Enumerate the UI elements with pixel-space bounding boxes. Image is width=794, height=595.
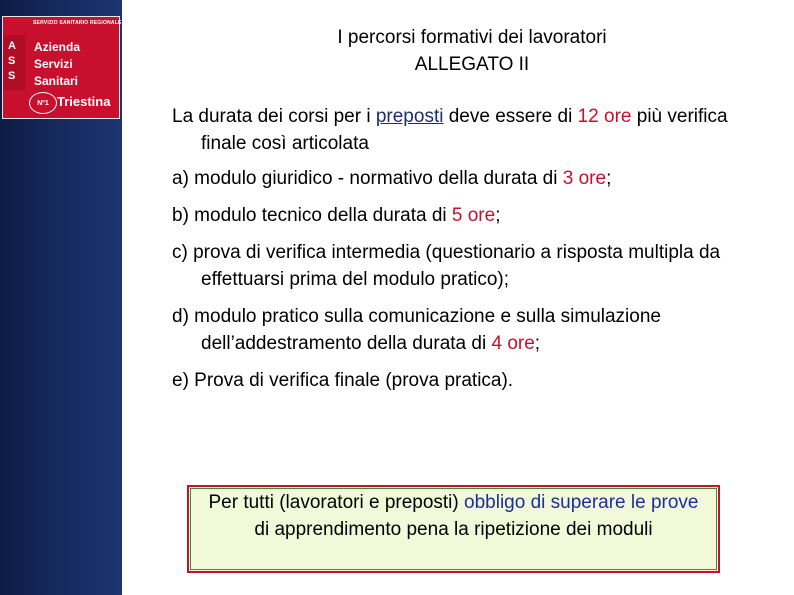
- list-item-d: [172, 303, 742, 357]
- organization-logo: [2, 16, 120, 119]
- item-b-end: ;: [495, 205, 501, 226]
- slide-title: I percorsi formativi dei lavoratori: [337, 27, 607, 48]
- intro-hours: 12 ore: [577, 106, 632, 127]
- intro-text-2: deve essere di: [443, 106, 578, 127]
- item-b-hours: 5 ore: [451, 205, 496, 226]
- intro-text-3: più verifica finale così articolata: [201, 106, 728, 154]
- slide-body: [172, 103, 742, 404]
- logo-city-name: Triestina: [57, 94, 111, 109]
- logo-letters: [8, 39, 16, 84]
- item-d-end: ;: [534, 333, 541, 354]
- slide-subtitle: ALLEGATO II: [414, 54, 530, 75]
- preposti-link[interactable]: preposti: [375, 106, 444, 127]
- list-item-a: [172, 165, 742, 192]
- logo-word-sanitari: Sanitari: [34, 74, 79, 88]
- item-a-hours: 3 ore: [562, 168, 607, 189]
- item-d-text: d) modulo pratico sulla comunicazione e sulla simulazione dell’addestramento della durata di: [172, 306, 661, 354]
- item-b-text: b) modulo tecnico della durata di: [172, 205, 452, 226]
- logo-word-azienda: Azienda: [34, 40, 81, 54]
- note-text-2: di apprendimento pena la ripetizione dei moduli: [254, 519, 653, 540]
- list-item-b: [172, 202, 742, 229]
- logo-letter-a: A: [8, 40, 16, 52]
- intro-text-1: La durata dei corsi per i: [172, 106, 376, 127]
- item-d-hours: 4 ore: [491, 333, 535, 354]
- intro-paragraph: [172, 103, 742, 157]
- note-emphasis: obbligo di superare le prove: [464, 492, 699, 513]
- note-text-1: Per tutti (lavoratori e preposti): [208, 492, 465, 513]
- logo-number-badge: Nº1: [29, 92, 57, 114]
- logo-letter-s1: S: [8, 55, 16, 67]
- obligation-note-box: [187, 485, 720, 573]
- logo-word-servizi: Servizi: [34, 57, 73, 71]
- logo-words: [34, 39, 80, 90]
- logo-letter-s2: S: [8, 70, 16, 82]
- item-a-text: a) modulo giuridico - normativo della durata di: [172, 168, 563, 189]
- list-item-c: c) prova di verifica intermedia (questionario a risposta multipla da effettuarsi prima del modulo pratico);: [172, 242, 721, 290]
- item-a-end: ;: [606, 168, 612, 189]
- logo-header-text: SERVIZIO SANITARIO REGIONALE: [33, 20, 122, 26]
- left-sidebar-band: [0, 0, 122, 595]
- list-item-e: e) Prova di verifica finale (prova pratica).: [172, 370, 514, 391]
